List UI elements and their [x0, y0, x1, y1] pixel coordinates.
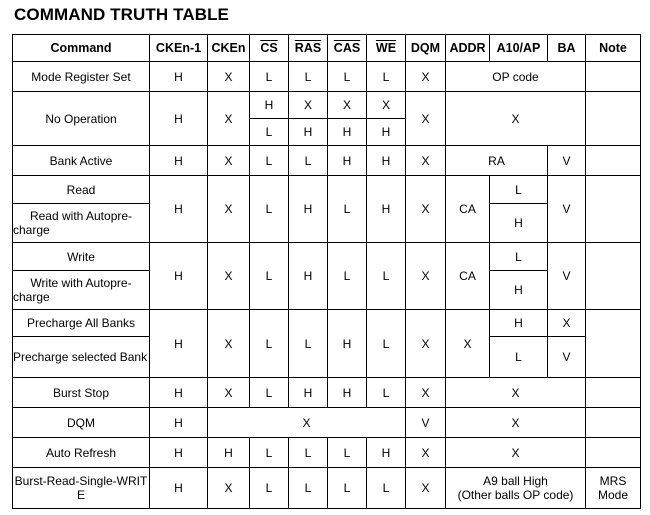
- table-row: [13, 378, 641, 408]
- table-cell: H: [367, 146, 406, 176]
- table-cell: H: [289, 243, 328, 310]
- table-cell: L: [289, 438, 328, 468]
- table-cell: H: [150, 176, 208, 243]
- table-cell: X: [548, 310, 586, 337]
- table-cell: [586, 92, 641, 146]
- table-cell: X: [367, 92, 406, 119]
- table-cell: L: [250, 310, 289, 378]
- table-cell: H: [367, 438, 406, 468]
- table-cell: X: [406, 310, 446, 378]
- table-cell: H: [490, 204, 548, 243]
- header-cas: [328, 35, 367, 62]
- table-cell: L: [490, 337, 548, 378]
- header-cken-1: CKEn-1: [150, 35, 208, 62]
- table-cell: L: [289, 310, 328, 378]
- table-cell: L: [250, 62, 289, 92]
- table-cell: X: [446, 438, 586, 468]
- table-cell: X: [208, 243, 250, 310]
- table-cell: CA: [446, 176, 490, 243]
- table-cell: L: [367, 310, 406, 378]
- table-row: [13, 146, 641, 176]
- table-cell: X: [208, 62, 250, 92]
- table-cell: H: [150, 378, 208, 408]
- table-cell: V: [548, 243, 586, 310]
- table-cell: L: [289, 468, 328, 509]
- table-cell: H: [490, 271, 548, 310]
- table-cell: [586, 243, 641, 310]
- table-cell: H: [289, 176, 328, 243]
- table-row: [13, 176, 641, 204]
- table-cell: [586, 310, 641, 378]
- command-cell: Write: [13, 243, 150, 271]
- table-cell: H: [367, 176, 406, 243]
- header-we-label: $\overline{WE}$: [375, 41, 397, 55]
- table-cell: L: [250, 378, 289, 408]
- header-addr: ADDR: [446, 35, 490, 62]
- table-cell: V: [548, 337, 586, 378]
- table-cell: [586, 62, 641, 92]
- header-cs-label: $\overline{CS}$: [260, 41, 278, 55]
- header-cas-label: $\overline{CAS}$: [333, 41, 361, 55]
- table-cell: X: [208, 468, 250, 509]
- table-cell: X: [406, 378, 446, 408]
- table-cell: L: [328, 243, 367, 310]
- table-cell: [586, 146, 641, 176]
- table-cell: V: [548, 146, 586, 176]
- header-cken: CKEn: [208, 35, 250, 62]
- table-cell: L: [328, 62, 367, 92]
- table-cell: V: [406, 408, 446, 438]
- table-cell: L: [250, 438, 289, 468]
- table-cell: X: [208, 146, 250, 176]
- table-cell: [586, 378, 641, 408]
- table-cell: X: [208, 176, 250, 243]
- table-row: [13, 408, 641, 438]
- table-cell: X: [446, 310, 490, 378]
- table-cell: X: [406, 243, 446, 310]
- header-a10-ap: A10/AP: [490, 35, 548, 62]
- table-cell: [446, 468, 586, 509]
- table-row: [13, 310, 641, 337]
- header-cs: [250, 35, 289, 62]
- table-cell: H: [150, 468, 208, 509]
- command-cell: Read with Autopre-charge: [13, 204, 150, 243]
- table-row: [13, 243, 641, 271]
- table-cell: X: [406, 92, 446, 146]
- addr-line: (Other balls OP code): [457, 488, 574, 502]
- table-cell: X: [328, 92, 367, 119]
- command-cell: Bank Active: [13, 146, 150, 176]
- table-cell: H: [328, 119, 367, 146]
- table-cell: X: [208, 378, 250, 408]
- command-truth-table: [12, 34, 641, 509]
- table-cell: X: [446, 378, 586, 408]
- table-cell: H: [150, 92, 208, 146]
- table-cell: OP code: [446, 62, 586, 92]
- header-row: [13, 35, 641, 62]
- page-title: COMMAND TRUTH TABLE: [14, 5, 229, 24]
- table-cell: L: [367, 62, 406, 92]
- table-cell: L: [328, 438, 367, 468]
- note-cell: [586, 468, 641, 509]
- table-cell: H: [328, 310, 367, 378]
- command-cell: No Operation: [13, 92, 150, 146]
- command-cell: Precharge All Banks: [13, 310, 150, 337]
- table-cell: L: [250, 176, 289, 243]
- table-row: [13, 468, 641, 509]
- note-line: Mode: [597, 488, 629, 502]
- table-cell: L: [490, 243, 548, 271]
- table-cell: L: [367, 378, 406, 408]
- header-ba: BA: [548, 35, 586, 62]
- table-cell: X: [446, 92, 586, 146]
- table-cell: H: [150, 438, 208, 468]
- table-cell: H: [150, 243, 208, 310]
- table-cell: [586, 438, 641, 468]
- table-cell: X: [208, 92, 250, 146]
- table-cell: X: [406, 176, 446, 243]
- header-dqm: DQM: [406, 35, 446, 62]
- table-cell: L: [490, 176, 548, 204]
- header-note: Note: [586, 35, 641, 62]
- command-cell: Auto Refresh: [13, 438, 150, 468]
- table-cell: H: [150, 310, 208, 378]
- header-ras: [289, 35, 328, 62]
- addr-line: A9 ball High: [483, 474, 548, 488]
- command-cell: Burst Stop: [13, 378, 150, 408]
- table-cell: X: [208, 408, 406, 438]
- table-cell: X: [406, 62, 446, 92]
- table-cell: L: [250, 468, 289, 509]
- table-cell: L: [328, 176, 367, 243]
- command-cell: Read: [13, 176, 150, 204]
- table-cell: L: [367, 243, 406, 310]
- table-cell: X: [406, 468, 446, 509]
- table-cell: H: [150, 408, 208, 438]
- table-cell: H: [328, 146, 367, 176]
- command-cell: Burst-Read-Single-WRITE: [13, 468, 150, 509]
- table-cell: H: [367, 119, 406, 146]
- table-cell: L: [289, 62, 328, 92]
- command-cell: Mode Register Set: [13, 62, 150, 92]
- table-cell: L: [367, 468, 406, 509]
- command-cell: DQM: [13, 408, 150, 438]
- table-cell: L: [250, 119, 289, 146]
- header-we: [367, 35, 406, 62]
- table-cell: L: [289, 146, 328, 176]
- table-cell: L: [250, 146, 289, 176]
- table-cell: H: [150, 146, 208, 176]
- table-cell: L: [328, 468, 367, 509]
- table-row: [13, 438, 641, 468]
- table-cell: X: [406, 146, 446, 176]
- table-cell: RA: [446, 146, 548, 176]
- table-row: [13, 92, 641, 119]
- table-cell: V: [548, 176, 586, 243]
- header-command: Command: [13, 35, 150, 62]
- table-cell: [586, 408, 641, 438]
- table-cell: H: [328, 378, 367, 408]
- table-cell: H: [490, 310, 548, 337]
- table-cell: H: [289, 119, 328, 146]
- table-cell: H: [289, 378, 328, 408]
- header-ras-label: $\overline{RAS}$: [294, 41, 322, 55]
- table-cell: H: [250, 92, 289, 119]
- table-cell: [586, 176, 641, 243]
- command-cell: Write with Autopre-charge: [13, 271, 150, 310]
- table-cell: X: [289, 92, 328, 119]
- table-row: [13, 62, 641, 92]
- table-cell: H: [150, 62, 208, 92]
- table-cell: X: [406, 438, 446, 468]
- table-cell: L: [250, 243, 289, 310]
- table-cell: X: [208, 310, 250, 378]
- table-cell: CA: [446, 243, 490, 310]
- table-cell: H: [208, 438, 250, 468]
- command-cell: Precharge selected Bank: [13, 337, 150, 378]
- note-line: MRS: [599, 474, 627, 488]
- table-cell: X: [446, 408, 586, 438]
